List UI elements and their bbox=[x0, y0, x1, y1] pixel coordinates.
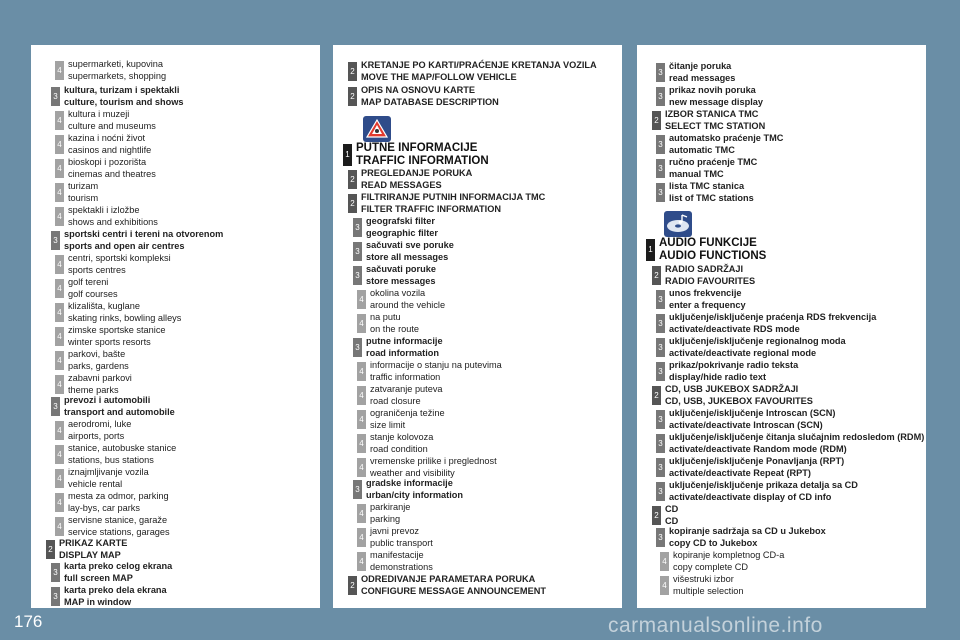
item-label-local: IZBOR STANICA TMC bbox=[665, 109, 759, 119]
level-badge: 2 bbox=[46, 540, 55, 559]
item-label-english: on the route bbox=[370, 323, 420, 334]
column1-menu-item bbox=[55, 491, 169, 514]
item-label-english: CD bbox=[665, 515, 679, 526]
column1-menu-item bbox=[55, 277, 118, 300]
item-label-english: activate/deactivate Random mode (RDM) bbox=[669, 443, 847, 454]
item-label-english: sports centres bbox=[68, 264, 126, 275]
item-label-local: unos frekvencije bbox=[669, 288, 742, 298]
item-label-english: multiple selection bbox=[673, 585, 744, 596]
item-label-local: supermarketi, kupovina bbox=[68, 59, 163, 69]
item-label-english: around the vehicle bbox=[370, 299, 446, 310]
item-label-english: demonstrations bbox=[370, 561, 433, 572]
level-badge: 3 bbox=[51, 231, 60, 250]
column2-menu-item bbox=[357, 526, 433, 549]
item-label-local: sačuvati poruke bbox=[366, 264, 436, 274]
item-label-local: lista TMC stanica bbox=[669, 181, 745, 191]
item-label-english: theme parks bbox=[68, 384, 119, 395]
item-label-english: public transport bbox=[370, 537, 433, 548]
item-label-local: javni prevoz bbox=[370, 526, 420, 536]
level-badge: 4 bbox=[55, 303, 64, 322]
column1-menu-item bbox=[51, 229, 223, 252]
item-label-english: RADIO FAVOURITES bbox=[665, 275, 756, 286]
level-badge: 3 bbox=[51, 397, 60, 416]
item-label-english: AUDIO FUNCTIONS bbox=[659, 249, 767, 262]
column2-menu-item bbox=[353, 240, 454, 263]
column1-menu-item bbox=[55, 515, 170, 538]
column3-menu-item bbox=[656, 61, 735, 84]
level-badge: 3 bbox=[51, 587, 60, 606]
item-label-english: lay-bys, car parks bbox=[68, 502, 140, 513]
level-badge: 4 bbox=[357, 528, 366, 547]
column3-menu-item bbox=[656, 526, 826, 549]
column2-menu-item bbox=[357, 456, 497, 479]
column1-menu-item bbox=[51, 585, 167, 608]
item-label-english: automatic TMC bbox=[669, 144, 735, 155]
item-label-english: READ MESSAGES bbox=[361, 179, 442, 190]
level-badge: 4 bbox=[55, 445, 64, 464]
column3-menu-item bbox=[656, 456, 844, 479]
item-label-local: uključenje/isključenje prikaza detalja sa CD bbox=[669, 480, 858, 490]
column3-menu-item bbox=[656, 133, 783, 156]
item-label-local: uključenje/isključenje regionalnog moda bbox=[669, 336, 846, 346]
column1-menu-item bbox=[55, 325, 166, 348]
item-label-local: klizališta, kuglane bbox=[68, 301, 141, 311]
item-label-local: FILTRIRANJE PUTNIH INFORMACIJA TMC bbox=[361, 192, 546, 202]
column3-menu-item bbox=[656, 157, 757, 180]
item-label-local: CD, USB JUKEBOX SADRŽAJI bbox=[665, 384, 799, 394]
item-label-local: geografski filter bbox=[366, 216, 435, 226]
item-label-english: culture and museums bbox=[68, 120, 156, 131]
column1-menu-item bbox=[55, 109, 156, 132]
item-label-english: display/hide radio text bbox=[669, 371, 767, 382]
item-label-english: enter a frequency bbox=[669, 299, 746, 310]
item-label-english: cinemas and theatres bbox=[68, 168, 156, 179]
column1-menu-item bbox=[51, 561, 172, 584]
column3-menu-item bbox=[652, 504, 678, 527]
column3-menu-item bbox=[656, 288, 746, 311]
column1-menu-item bbox=[51, 85, 183, 108]
column1-menu-item bbox=[46, 538, 127, 561]
item-label-local: stanice, autobuske stanice bbox=[68, 443, 177, 453]
level-badge: 4 bbox=[55, 207, 64, 226]
level-badge: 4 bbox=[357, 290, 366, 309]
level-badge: 4 bbox=[55, 517, 64, 536]
level-badge: 4 bbox=[55, 493, 64, 512]
level-badge: 4 bbox=[55, 255, 64, 274]
column2-menu-item bbox=[348, 85, 499, 108]
level-badge: 4 bbox=[55, 61, 64, 80]
item-label-english: urban/city information bbox=[366, 489, 463, 500]
column1-menu-item bbox=[55, 59, 166, 82]
level-badge: 3 bbox=[656, 482, 665, 501]
level-badge: 3 bbox=[656, 458, 665, 477]
level-badge: 4 bbox=[357, 552, 366, 571]
level-badge: 3 bbox=[656, 135, 665, 154]
column2-menu-item bbox=[348, 574, 546, 597]
item-label-english: winter sports resorts bbox=[68, 336, 151, 347]
item-label-english: CD, USB, JUKEBOX FAVOURITES bbox=[665, 395, 813, 406]
level-badge: 3 bbox=[656, 410, 665, 429]
item-label-english: supermarkets, shopping bbox=[68, 70, 167, 81]
column3-menu-item bbox=[660, 550, 784, 573]
column2-menu-item bbox=[357, 502, 410, 525]
item-label-local: mesta za odmor, parking bbox=[68, 491, 169, 501]
item-label-english: casinos and nightlife bbox=[68, 144, 152, 155]
item-label-local: KRETANJE PO KARTI/PRAĆENJE KRETANJA VOZILA bbox=[361, 60, 597, 70]
column1-menu-item bbox=[55, 349, 129, 372]
item-label-local: prikaz/pokrivanje radio teksta bbox=[669, 360, 799, 370]
item-label-local: kopiranje sadržaja sa CD u Jukebox bbox=[669, 526, 826, 536]
column3-menu-item bbox=[656, 85, 763, 108]
item-label-english: MAP DATABASE DESCRIPTION bbox=[361, 96, 499, 107]
item-label-local: sačuvati sve poruke bbox=[366, 240, 454, 250]
item-label-english: new message display bbox=[669, 96, 763, 107]
item-label-english: traffic information bbox=[370, 371, 441, 382]
item-label-english: golf courses bbox=[68, 288, 118, 299]
item-label-english: tourism bbox=[68, 192, 99, 203]
item-label-local: golf tereni bbox=[68, 277, 109, 287]
item-label-english: activate/deactivate Introscan (SCN) bbox=[669, 419, 823, 430]
item-label-local: gradske informacije bbox=[366, 478, 453, 488]
level-badge: 3 bbox=[656, 314, 665, 333]
item-label-english: FILTER TRAFFIC INFORMATION bbox=[361, 203, 501, 214]
level-badge: 3 bbox=[656, 87, 665, 106]
item-label-english: MOVE THE MAP/FOLLOW VEHICLE bbox=[361, 71, 517, 82]
level-badge: 4 bbox=[55, 279, 64, 298]
column2-menu-item bbox=[357, 550, 433, 573]
item-label-english: TRAFFIC INFORMATION bbox=[356, 154, 489, 167]
level-badge: 3 bbox=[353, 338, 362, 357]
item-label-local: kopiranje kompletnog CD-a bbox=[673, 550, 785, 560]
item-label-local: aerodromi, luke bbox=[68, 419, 132, 429]
column3-menu-item bbox=[656, 336, 846, 359]
level-badge: 4 bbox=[55, 375, 64, 394]
item-label-english: manual TMC bbox=[669, 168, 724, 179]
level-badge: 1 bbox=[343, 144, 352, 166]
item-label-english: service stations, garages bbox=[68, 526, 170, 537]
item-label-english: activate/deactivate regional mode bbox=[669, 347, 817, 358]
level-badge: 2 bbox=[652, 111, 661, 130]
item-label-local: AUDIO FUNKCIJE bbox=[659, 237, 757, 249]
column1-menu-item bbox=[55, 157, 156, 180]
column3-menu-item bbox=[656, 480, 858, 503]
item-label-local: ograničenja težine bbox=[370, 408, 445, 418]
item-label-local: PUTNE INFORMACIJE bbox=[356, 142, 478, 154]
column2-menu-item bbox=[357, 360, 502, 383]
column2-menu-item bbox=[353, 264, 436, 287]
item-label-local: automatsko praćenje TMC bbox=[669, 133, 784, 143]
item-label-local: karta preko dela ekrana bbox=[64, 585, 167, 595]
item-label-english: skating rinks, bowling alleys bbox=[68, 312, 182, 323]
column2-menu-item bbox=[353, 216, 438, 239]
item-label-english: activate/deactivate display of CD info bbox=[669, 491, 832, 502]
column1-menu-item bbox=[51, 395, 175, 418]
column1-menu-item bbox=[55, 133, 151, 156]
level-badge: 3 bbox=[353, 218, 362, 237]
item-label-english: road closure bbox=[370, 395, 421, 406]
item-label-english: MAP in window bbox=[64, 596, 132, 607]
item-label-local: zatvaranje puteva bbox=[370, 384, 443, 394]
item-label-english: sports and open air centres bbox=[64, 240, 185, 251]
item-label-english: road condition bbox=[370, 443, 428, 454]
item-label-local: informacije o stanju na putevima bbox=[370, 360, 502, 370]
level-badge: 3 bbox=[51, 563, 60, 582]
column3-menu-item bbox=[646, 237, 766, 262]
level-badge: 3 bbox=[656, 434, 665, 453]
level-badge: 2 bbox=[348, 62, 357, 81]
item-label-english: road information bbox=[366, 347, 439, 358]
item-label-english: copy CD to Jukebox bbox=[669, 537, 758, 548]
item-label-english: list of TMC stations bbox=[669, 192, 754, 203]
column2-menu-item bbox=[357, 432, 433, 455]
column2-menu-item bbox=[348, 60, 597, 83]
item-label-local: OPIS NA OSNOVU KARTE bbox=[361, 85, 476, 95]
page-number: 176 bbox=[14, 612, 43, 631]
column2-menu-item bbox=[353, 478, 463, 501]
item-label-english: culture, tourism and shows bbox=[64, 96, 184, 107]
level-badge: 2 bbox=[348, 87, 357, 106]
level-badge: 4 bbox=[357, 458, 366, 477]
item-label-english: stations, bus stations bbox=[68, 454, 154, 465]
column3-menu-item bbox=[656, 181, 754, 204]
item-label-local: vremenske prilike i preglednost bbox=[370, 456, 497, 466]
level-badge: 4 bbox=[55, 327, 64, 346]
item-label-english: weather and visibility bbox=[370, 467, 455, 478]
column2-menu-item bbox=[357, 312, 419, 335]
item-label-english: activate/deactivate Repeat (RPT) bbox=[669, 467, 811, 478]
item-label-local: uključenje/isključenje Introscan (SCN) bbox=[669, 408, 836, 418]
item-label-local: centri, sportski kompleksi bbox=[68, 253, 171, 263]
item-label-local: ručno praćenje TMC bbox=[669, 157, 758, 167]
item-label-english: full screen MAP bbox=[64, 572, 133, 583]
item-label-local: spektakli i izložbe bbox=[68, 205, 140, 215]
item-label-local: kultura, turizam i spektakli bbox=[64, 85, 180, 95]
item-label-local: kultura i muzeji bbox=[68, 109, 130, 119]
level-badge: 3 bbox=[656, 63, 665, 82]
item-label-english: transport and automobile bbox=[64, 406, 175, 417]
level-badge: 2 bbox=[652, 506, 661, 525]
level-badge: 2 bbox=[652, 386, 661, 405]
item-label-english: vehicle rental bbox=[68, 478, 123, 489]
level-badge: 2 bbox=[348, 170, 357, 189]
item-label-local: PREGLEDANJE PORUKA bbox=[361, 168, 473, 178]
column3-menu-item bbox=[652, 384, 813, 407]
column1-menu-item bbox=[55, 181, 98, 204]
level-badge: 4 bbox=[55, 183, 64, 202]
item-label-local: zabavni parkovi bbox=[68, 373, 132, 383]
level-badge: 4 bbox=[357, 386, 366, 405]
column3-menu-item bbox=[656, 360, 798, 383]
level-badge: 4 bbox=[55, 421, 64, 440]
item-label-local: stanje kolovoza bbox=[370, 432, 434, 442]
level-badge: 4 bbox=[357, 434, 366, 453]
level-badge: 4 bbox=[660, 576, 669, 595]
column3-menu-item bbox=[652, 264, 755, 287]
item-label-english: airports, ports bbox=[68, 430, 125, 441]
level-badge: 2 bbox=[652, 266, 661, 285]
item-label-local: uključenje/isključenje Ponavljanja (RPT) bbox=[669, 456, 845, 466]
level-badge: 3 bbox=[656, 159, 665, 178]
level-badge: 4 bbox=[357, 504, 366, 523]
item-label-local: parkovi, bašte bbox=[68, 349, 126, 359]
item-label-local: manifestacije bbox=[370, 550, 424, 560]
item-label-english: geographic filter bbox=[366, 227, 438, 238]
column1-menu-item bbox=[55, 253, 171, 276]
column3-menu-item bbox=[656, 312, 876, 335]
column1-menu-item bbox=[55, 443, 176, 466]
item-label-english: size limit bbox=[370, 419, 406, 430]
column1-menu-item bbox=[55, 373, 132, 396]
item-label-local: turizam bbox=[68, 181, 99, 191]
column2-menu-item bbox=[357, 408, 445, 431]
column1-menu-item bbox=[55, 205, 158, 228]
item-label-local: zimske sportske stanice bbox=[68, 325, 166, 335]
level-badge: 3 bbox=[51, 87, 60, 106]
level-badge: 4 bbox=[55, 159, 64, 178]
item-label-local: prikaz novih poruka bbox=[669, 85, 756, 95]
item-label-local: karta preko celog ekrana bbox=[64, 561, 173, 571]
item-label-english: DISPLAY MAP bbox=[59, 549, 121, 560]
item-label-local: na putu bbox=[370, 312, 401, 322]
column2-menu-item bbox=[357, 384, 443, 407]
item-label-english: shows and exhibitions bbox=[68, 216, 158, 227]
item-label-local: CD bbox=[665, 504, 679, 514]
level-badge: 4 bbox=[357, 410, 366, 429]
level-badge: 3 bbox=[656, 338, 665, 357]
item-label-english: store all messages bbox=[366, 251, 449, 262]
column2-menu-item bbox=[353, 336, 443, 359]
column2-menu-item bbox=[357, 288, 445, 311]
item-label-english: copy complete CD bbox=[673, 561, 749, 572]
item-label-local: parkiranje bbox=[370, 502, 411, 512]
level-badge: 3 bbox=[353, 266, 362, 285]
level-badge: 4 bbox=[357, 314, 366, 333]
item-label-local: uključenje/isključenje praćenja RDS frekvencija bbox=[669, 312, 877, 322]
item-label-english: CONFIGURE MESSAGE ANNOUNCEMENT bbox=[361, 585, 546, 596]
item-label-english: parks, gardens bbox=[68, 360, 129, 371]
column1-menu-item bbox=[55, 467, 149, 490]
item-label-local: RADIO SADRŽAJI bbox=[665, 264, 744, 274]
item-label-local: okolina vozila bbox=[370, 288, 426, 298]
column1-menu-item bbox=[55, 301, 181, 324]
column2-menu-item bbox=[343, 142, 489, 167]
item-label-local: uključenje/isključenje čitanja slučajnim redosledom (RDM) bbox=[669, 432, 925, 442]
level-badge: 3 bbox=[656, 528, 665, 547]
level-badge: 3 bbox=[656, 183, 665, 202]
column1-menu-item bbox=[55, 419, 131, 442]
level-badge: 2 bbox=[348, 576, 357, 595]
item-label-local: iznajmljivanje vozila bbox=[68, 467, 149, 477]
level-badge: 4 bbox=[357, 362, 366, 381]
level-badge: 4 bbox=[55, 111, 64, 130]
item-label-local: bioskopi i pozorišta bbox=[68, 157, 147, 167]
watermark: carmanualsonline.info bbox=[608, 614, 823, 637]
item-label-local: putne informacije bbox=[366, 336, 443, 346]
level-badge: 4 bbox=[660, 552, 669, 571]
column3-menu-item bbox=[652, 109, 765, 132]
column2-menu-item bbox=[348, 192, 545, 215]
level-badge: 4 bbox=[55, 351, 64, 370]
item-label-english: activate/deactivate RDS mode bbox=[669, 323, 800, 334]
level-badge: 1 bbox=[646, 239, 655, 261]
column3-menu-item bbox=[656, 432, 924, 455]
item-label-local: prevozi i automobili bbox=[64, 395, 151, 405]
item-label-local: ODREDIVANJE PARAMETARA PORUKA bbox=[361, 574, 536, 584]
level-badge: 3 bbox=[353, 480, 362, 499]
item-label-english: parking bbox=[370, 513, 401, 524]
level-badge: 3 bbox=[656, 290, 665, 309]
item-label-local: čitanje poruka bbox=[669, 61, 732, 71]
item-label-local: servisne stanice, garaže bbox=[68, 515, 168, 525]
column3-menu-item bbox=[660, 574, 743, 597]
level-badge: 3 bbox=[656, 362, 665, 381]
item-label-english: read messages bbox=[669, 72, 736, 83]
item-label-local: višestruki izbor bbox=[673, 574, 734, 584]
item-label-english: SELECT TMC STATION bbox=[665, 120, 766, 131]
item-label-local: PRIKAZ KARTE bbox=[59, 538, 128, 548]
level-badge: 4 bbox=[55, 135, 64, 154]
level-badge: 4 bbox=[55, 469, 64, 488]
item-label-english: store messages bbox=[366, 275, 436, 286]
item-label-local: sportski centri i tereni na otvorenom bbox=[64, 229, 224, 239]
column2-menu-item bbox=[348, 168, 472, 191]
level-badge: 3 bbox=[353, 242, 362, 261]
column3-menu-item bbox=[656, 408, 835, 431]
item-label-local: kazina i noćni život bbox=[68, 133, 146, 143]
level-badge: 2 bbox=[348, 194, 357, 213]
